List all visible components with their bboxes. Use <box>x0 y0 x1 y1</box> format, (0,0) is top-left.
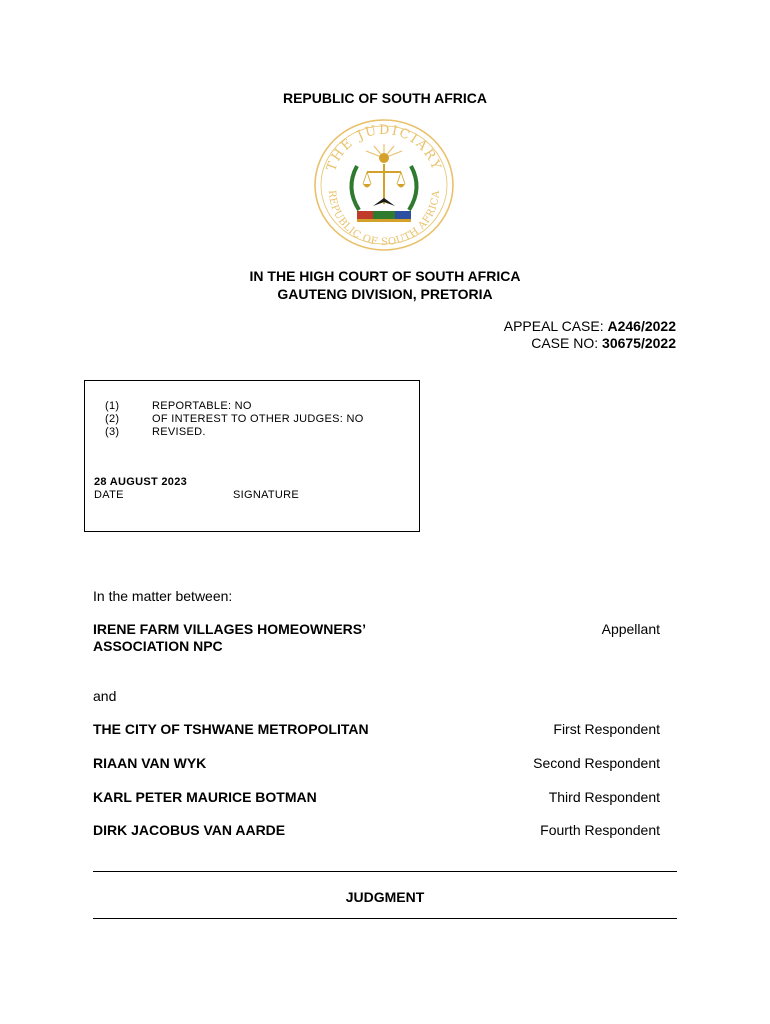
respondent-name: THE CITY OF TSHWANE METROPOLITAN <box>93 721 369 737</box>
respondent-role: First Respondent <box>553 721 660 737</box>
appeal-case-line <box>504 318 676 335</box>
appeal-case-value: A246/2022 <box>607 318 676 334</box>
appeal-case-label: APPEAL CASE: <box>503 318 608 334</box>
judgment-title: JUDGMENT <box>345 889 425 905</box>
reportability-box <box>84 380 420 532</box>
appellant-name-line1: IRENE FARM VILLAGES HOMEOWNERS’ <box>93 621 367 637</box>
court-name: IN THE HIGH COURT OF SOUTH AFRICA <box>249 268 521 284</box>
interest-status: OF INTEREST TO OTHER JUDGES: NO <box>152 413 364 425</box>
date-label: DATE <box>94 489 124 501</box>
reportable-status: REPORTABLE: NO <box>152 400 252 412</box>
case-number-block <box>504 318 676 352</box>
divider-bottom <box>93 918 677 919</box>
appellant-role: Appellant <box>601 621 660 637</box>
respondent-name: RIAAN VAN WYK <box>93 755 207 771</box>
respondent-role: Third Respondent <box>548 789 660 805</box>
country-heading: REPUBLIC OF SOUTH AFRICA <box>282 90 488 106</box>
case-no-label: CASE NO: <box>531 335 603 351</box>
appellant-name-line2: ASSOCIATION NPC <box>93 638 223 654</box>
judiciary-seal-icon <box>313 118 455 252</box>
respondent-role: Fourth Respondent <box>540 822 660 838</box>
signature-label: SIGNATURE <box>233 489 300 501</box>
item-number: (2) <box>105 413 120 425</box>
case-no-line <box>504 335 676 352</box>
case-no-value: 30675/2022 <box>602 335 676 351</box>
item-number: (3) <box>105 426 120 438</box>
item-number: (1) <box>105 400 120 412</box>
matter-intro: In the matter between: <box>93 588 233 604</box>
court-division: GAUTENG DIVISION, PRETORIA <box>277 286 493 302</box>
and-separator: and <box>93 688 117 704</box>
respondent-name: KARL PETER MAURICE BOTMAN <box>93 789 317 805</box>
respondent-role: Second Respondent <box>533 755 660 771</box>
judgment-date: 28 AUGUST 2023 <box>94 476 188 488</box>
svg-text:THE JUDICIARY: THE JUDICIARY <box>324 122 444 174</box>
divider-top <box>93 871 677 872</box>
respondent-name: DIRK JACOBUS VAN AARDE <box>93 822 286 838</box>
revised-status: REVISED. <box>152 426 206 438</box>
svg-text:REPUBLIC OF SOUTH AFRICA: REPUBLIC OF SOUTH AFRICA <box>325 189 443 249</box>
